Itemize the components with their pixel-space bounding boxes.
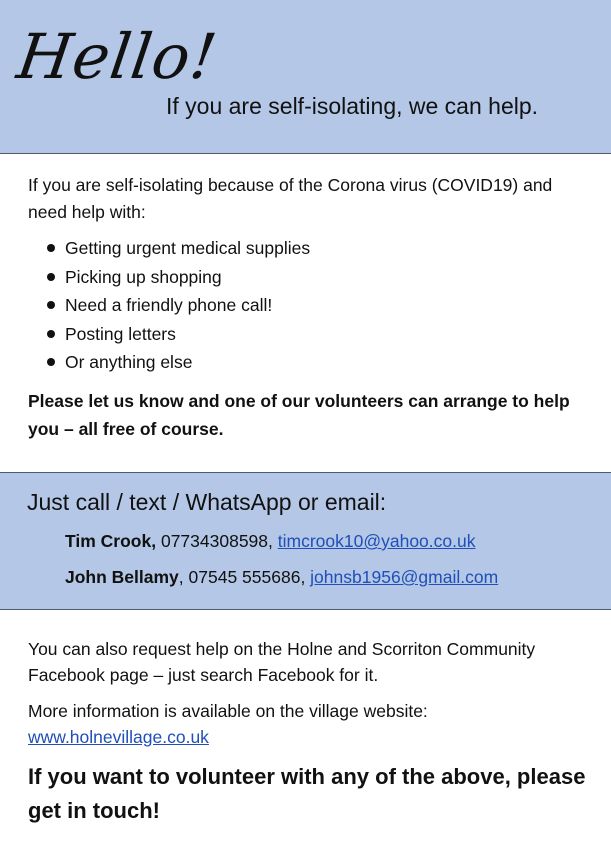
contact-phone: , 07545 555686, — [178, 567, 311, 587]
bullet-icon — [47, 330, 55, 338]
bullet-icon — [47, 301, 55, 309]
list-item — [28, 320, 588, 349]
contact-row-john — [65, 565, 498, 589]
header-banner — [0, 0, 611, 154]
contact-banner — [0, 472, 611, 610]
hello-title: Hello! — [12, 20, 222, 93]
facebook-text: You can also request help on the Holne and Scorriton Community Facebook page – just search Facebook for it. — [28, 639, 536, 685]
bullet-icon — [47, 273, 55, 281]
list-item-text: Posting letters — [65, 323, 176, 344]
contact-name: John Bellamy — [65, 567, 179, 587]
contact-heading: Just call / text / WhatsApp or email: — [27, 489, 387, 515]
list-item — [28, 348, 588, 377]
intro-text: If you are self-isolating because of the Corona virus (COVID19) and need help with: — [28, 175, 553, 222]
contact-row-tim — [65, 529, 475, 553]
help-section — [28, 172, 588, 443]
bullet-icon — [47, 358, 55, 366]
email-link[interactable]: timcrook10@yahoo.co.uk — [277, 531, 476, 551]
list-item-text: Need a friendly phone call! — [65, 295, 273, 315]
list-item — [28, 291, 588, 320]
website-text: More information is available on the village website: — [28, 701, 428, 721]
header-tagline: If you are self-isolating, we can help. — [166, 93, 539, 119]
volunteer-note: Please let us know and one of our volunteers can arrange to help you – all free of course. — [28, 390, 570, 439]
website-link[interactable]: www.holnevillage.co.uk — [28, 727, 209, 747]
website-paragraph — [28, 698, 598, 750]
list-item-text: Or anything else — [65, 352, 193, 372]
list-item — [28, 263, 588, 292]
help-list — [28, 234, 588, 377]
contact-name: Tim Crook, — [65, 531, 157, 551]
list-item-text: Getting urgent medical supplies — [65, 238, 311, 258]
bullet-icon — [47, 244, 55, 252]
list-item-text: Picking up shopping — [65, 266, 222, 287]
contact-phone: 07734308598, — [156, 531, 278, 551]
volunteer-cta: If you want to volunteer with any of the above, please get in touch! — [28, 764, 586, 823]
list-item — [28, 234, 588, 263]
info-section — [28, 636, 598, 828]
email-link[interactable]: johnsb1956@gmail.com — [310, 567, 499, 587]
